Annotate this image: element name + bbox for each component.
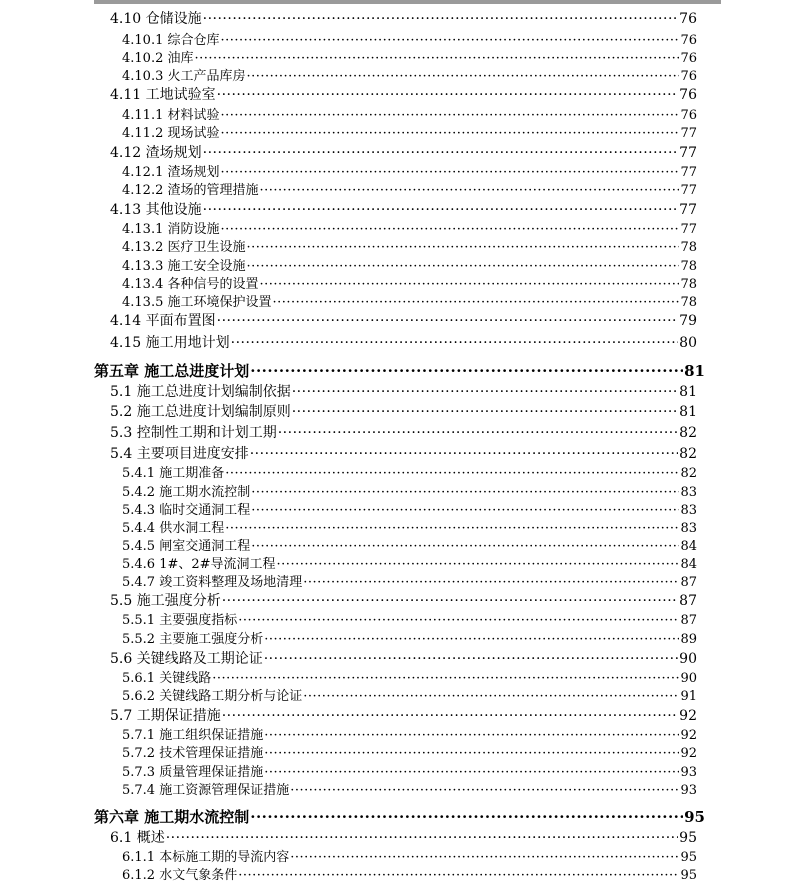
dot-leader <box>238 868 679 881</box>
entry-title: 4.10.3 火工产品库房 <box>122 69 246 84</box>
entry-title: 5.7.4 施工资源管理保证措施 <box>122 783 290 798</box>
toc-section-entry[interactable] <box>110 8 697 28</box>
dot-leader <box>264 765 679 778</box>
entry-page-number: 77 <box>680 183 697 198</box>
entry-page-number: 77 <box>680 165 697 180</box>
dot-leader <box>290 850 679 863</box>
dot-leader <box>166 830 678 844</box>
entry-title: 4.11 工地试验室 <box>110 87 216 103</box>
dot-leader <box>220 33 679 46</box>
dot-leader <box>220 165 679 178</box>
dot-leader <box>251 503 679 516</box>
entry-page-number: 92 <box>680 728 697 743</box>
toc-section-entry[interactable] <box>110 705 697 725</box>
dot-leader <box>250 808 683 823</box>
dot-leader <box>222 708 678 722</box>
dot-leader <box>194 51 679 64</box>
entry-title: 5.4.3 临时交通洞工程 <box>122 503 251 518</box>
entry-page-number: 90 <box>680 671 697 686</box>
entry-page-number: 76 <box>680 108 697 123</box>
dot-leader <box>246 240 679 253</box>
entry-page-number: 81 <box>684 362 705 380</box>
entry-page-number: 95 <box>684 808 705 826</box>
entry-page-number: 87 <box>679 593 697 609</box>
toc-section-entry[interactable] <box>110 422 697 442</box>
entry-title: 5.7.2 技术管理保证措施 <box>122 746 264 761</box>
entry-title: 4.10.2 油库 <box>122 51 194 66</box>
entry-page-number: 76 <box>680 33 697 48</box>
entry-page-number: 95 <box>680 868 697 883</box>
dot-leader <box>212 671 679 684</box>
dot-leader <box>264 651 678 665</box>
dot-leader <box>217 313 679 327</box>
entry-title: 4.10.1 综合仓库 <box>122 33 220 48</box>
entry-title: 4.14 平面布置图 <box>110 313 216 329</box>
entry-title: 5.7.3 质量管理保证措施 <box>122 765 264 780</box>
entry-title: 5.1 施工总进度计划编制依据 <box>110 384 291 400</box>
toc-subsection-entry[interactable] <box>122 255 697 274</box>
dot-leader <box>203 202 679 216</box>
entry-page-number: 83 <box>680 503 697 518</box>
toc-subsection-entry[interactable] <box>122 481 697 500</box>
entry-page-number: 87 <box>680 613 697 628</box>
toc-section-entry[interactable] <box>110 401 697 421</box>
entry-title: 4.12.2 渣场的管理措施 <box>122 183 259 198</box>
toc-subsection-entry[interactable] <box>122 846 697 865</box>
toc-subsection-entry[interactable] <box>122 29 697 48</box>
toc-chapter-entry[interactable] <box>94 806 705 827</box>
entry-title: 6.1.2 水文气象条件 <box>122 868 238 883</box>
entry-page-number: 82 <box>680 466 697 481</box>
entry-page-number: 76 <box>680 51 697 66</box>
toc-subsection-entry[interactable] <box>122 535 697 554</box>
toc-section-entry[interactable] <box>110 443 697 463</box>
dot-leader <box>238 613 679 626</box>
entry-page-number: 92 <box>680 746 697 761</box>
toc-section-entry[interactable] <box>110 332 697 352</box>
entry-title: 第五章 施工总进度计划 <box>94 362 250 380</box>
dot-leader <box>292 384 678 398</box>
page-top-border <box>94 0 721 4</box>
entry-title: 4.13.4 各种信号的设置 <box>122 277 259 292</box>
dot-leader <box>303 689 679 702</box>
toc-subsection-entry[interactable] <box>122 462 697 481</box>
toc-subsection-entry[interactable] <box>122 218 697 237</box>
toc-section-entry[interactable] <box>110 142 697 162</box>
entry-page-number: 81 <box>679 384 697 400</box>
entry-page-number: 95 <box>680 850 697 865</box>
entry-title: 5.6.2 关键线路工期分析与论证 <box>122 689 303 704</box>
dot-leader <box>250 362 683 377</box>
entry-title: 4.15 施工用地计划 <box>110 335 230 351</box>
dot-leader <box>277 557 680 570</box>
entry-title: 4.13 其他设施 <box>110 202 202 218</box>
toc-subsection-entry[interactable] <box>122 273 697 292</box>
entry-title: 5.4.5 闸室交通洞工程 <box>122 539 251 554</box>
toc-subsection-entry[interactable] <box>122 571 697 590</box>
toc-section-entry[interactable] <box>110 84 697 104</box>
entry-page-number: 83 <box>680 521 697 536</box>
entry-title: 4.12.1 渣场规划 <box>122 165 220 180</box>
entry-page-number: 77 <box>679 145 697 161</box>
dot-leader <box>259 277 679 290</box>
toc-subsection-entry[interactable] <box>122 179 697 198</box>
dot-leader <box>246 259 679 272</box>
toc-subsection-entry[interactable] <box>122 122 697 141</box>
entry-title: 4.13.5 施工环境保护设置 <box>122 295 272 310</box>
entry-title: 5.6 关键线路及工期论证 <box>110 651 263 667</box>
toc-subsection-entry[interactable] <box>122 667 697 686</box>
toc-subsection-entry[interactable] <box>122 553 697 572</box>
toc-subsection-entry[interactable] <box>122 517 697 536</box>
toc-subsection-entry[interactable] <box>122 609 697 628</box>
entry-page-number: 84 <box>680 557 697 572</box>
toc-section-entry[interactable] <box>110 199 697 219</box>
dot-leader <box>220 126 679 139</box>
toc-subsection-entry[interactable] <box>122 499 697 518</box>
toc-subsection-entry[interactable] <box>122 236 697 255</box>
entry-title: 5.5.2 主要施工强度分析 <box>122 632 264 647</box>
entry-title: 6.1 概述 <box>110 830 165 846</box>
toc-subsection-entry[interactable] <box>122 742 697 761</box>
toc-subsection-entry[interactable] <box>122 685 697 704</box>
toc-subsection-entry[interactable] <box>122 104 697 123</box>
entry-page-number: 78 <box>680 240 697 255</box>
dot-leader <box>220 222 679 235</box>
dot-leader <box>251 485 679 498</box>
toc-section-entry[interactable] <box>110 827 697 847</box>
dot-leader <box>259 183 679 196</box>
toc-subsection-entry[interactable] <box>122 628 697 647</box>
entry-page-number: 77 <box>680 222 697 237</box>
entry-page-number: 77 <box>679 202 697 218</box>
entry-page-number: 83 <box>680 485 697 500</box>
entry-title: 4.13.1 消防设施 <box>122 222 220 237</box>
dot-leader <box>264 728 679 741</box>
entry-title: 5.3 控制性工期和计划工期 <box>110 425 277 441</box>
dot-leader <box>278 425 678 439</box>
entry-title: 5.2 施工总进度计划编制原则 <box>110 404 291 420</box>
entry-page-number: 93 <box>680 765 697 780</box>
toc-subsection-entry[interactable] <box>122 779 697 798</box>
entry-page-number: 93 <box>680 783 697 798</box>
entry-title: 5.4.7 竣工资料整理及场地清理 <box>122 575 303 590</box>
dot-leader <box>246 69 679 82</box>
entry-page-number: 82 <box>679 446 697 462</box>
toc-section-entry[interactable] <box>110 590 697 610</box>
entry-title: 5.4 主要项目进度安排 <box>110 446 249 462</box>
dot-leader <box>225 521 679 534</box>
entry-title: 4.13.2 医疗卫生设施 <box>122 240 246 255</box>
entry-title: 5.7.1 施工组织保证措施 <box>122 728 264 743</box>
entry-page-number: 77 <box>680 126 697 141</box>
entry-title: 5.6.1 关键线路 <box>122 671 212 686</box>
entry-title: 5.7 工期保证措施 <box>110 708 221 724</box>
entry-page-number: 78 <box>680 295 697 310</box>
entry-page-number: 76 <box>680 69 697 84</box>
dot-leader <box>217 87 679 101</box>
entry-title: 4.13.3 施工安全设施 <box>122 259 246 274</box>
dot-leader <box>272 295 679 308</box>
toc-section-entry[interactable] <box>110 648 697 668</box>
entry-title: 5.4.6 1#、2#导流洞工程 <box>122 557 276 572</box>
toc-subsection-entry[interactable] <box>122 65 697 84</box>
toc-subsection-entry[interactable] <box>122 761 697 780</box>
dot-leader <box>303 575 679 588</box>
dot-leader <box>251 539 679 552</box>
entry-page-number: 84 <box>680 539 697 554</box>
dot-leader <box>264 746 679 759</box>
entry-page-number: 80 <box>679 335 697 351</box>
entry-page-number: 79 <box>679 313 697 329</box>
entry-page-number: 91 <box>680 689 697 704</box>
dot-leader <box>203 145 679 159</box>
dot-leader <box>220 108 679 121</box>
entry-title: 5.4.4 供水洞工程 <box>122 521 225 536</box>
entry-title: 4.12 渣场规划 <box>110 145 202 161</box>
entry-page-number: 87 <box>680 575 697 590</box>
toc-subsection-entry[interactable] <box>122 724 697 743</box>
dot-leader <box>225 466 679 479</box>
entry-page-number: 78 <box>680 259 697 274</box>
entry-title: 4.11.1 材料试验 <box>122 108 220 123</box>
entry-title: 4.10 仓储设施 <box>110 11 202 27</box>
entry-page-number: 90 <box>679 651 697 667</box>
dot-leader <box>264 632 679 645</box>
dot-leader <box>222 593 678 607</box>
entry-page-number: 81 <box>679 404 697 420</box>
toc-chapter-entry[interactable] <box>94 360 705 381</box>
entry-title: 5.5.1 主要强度指标 <box>122 613 238 628</box>
entry-page-number: 95 <box>679 830 697 846</box>
toc-subsection-entry[interactable] <box>122 291 697 310</box>
dot-leader <box>292 404 678 418</box>
entry-title: 4.11.2 现场试验 <box>122 126 220 141</box>
dot-leader <box>203 11 679 25</box>
entry-page-number: 89 <box>680 632 697 647</box>
entry-page-number: 76 <box>679 87 697 103</box>
toc-subsection-entry[interactable] <box>122 47 697 66</box>
entry-title: 6.1.1 本标施工期的导流内容 <box>122 850 290 865</box>
entry-page-number: 76 <box>679 11 697 27</box>
entry-page-number: 82 <box>679 425 697 441</box>
toc-subsection-entry[interactable] <box>122 161 697 180</box>
entry-page-number: 92 <box>679 708 697 724</box>
dot-leader <box>290 783 679 796</box>
entry-title: 第六章 施工期水流控制 <box>94 808 250 826</box>
toc-section-entry[interactable] <box>110 381 697 401</box>
entry-page-number: 78 <box>680 277 697 292</box>
entry-title: 5.5 施工强度分析 <box>110 593 221 609</box>
entry-title: 5.4.1 施工期准备 <box>122 466 225 481</box>
entry-title: 5.4.2 施工期水流控制 <box>122 485 251 500</box>
toc-section-entry[interactable] <box>110 310 697 330</box>
dot-leader <box>231 335 679 349</box>
dot-leader <box>250 446 678 460</box>
